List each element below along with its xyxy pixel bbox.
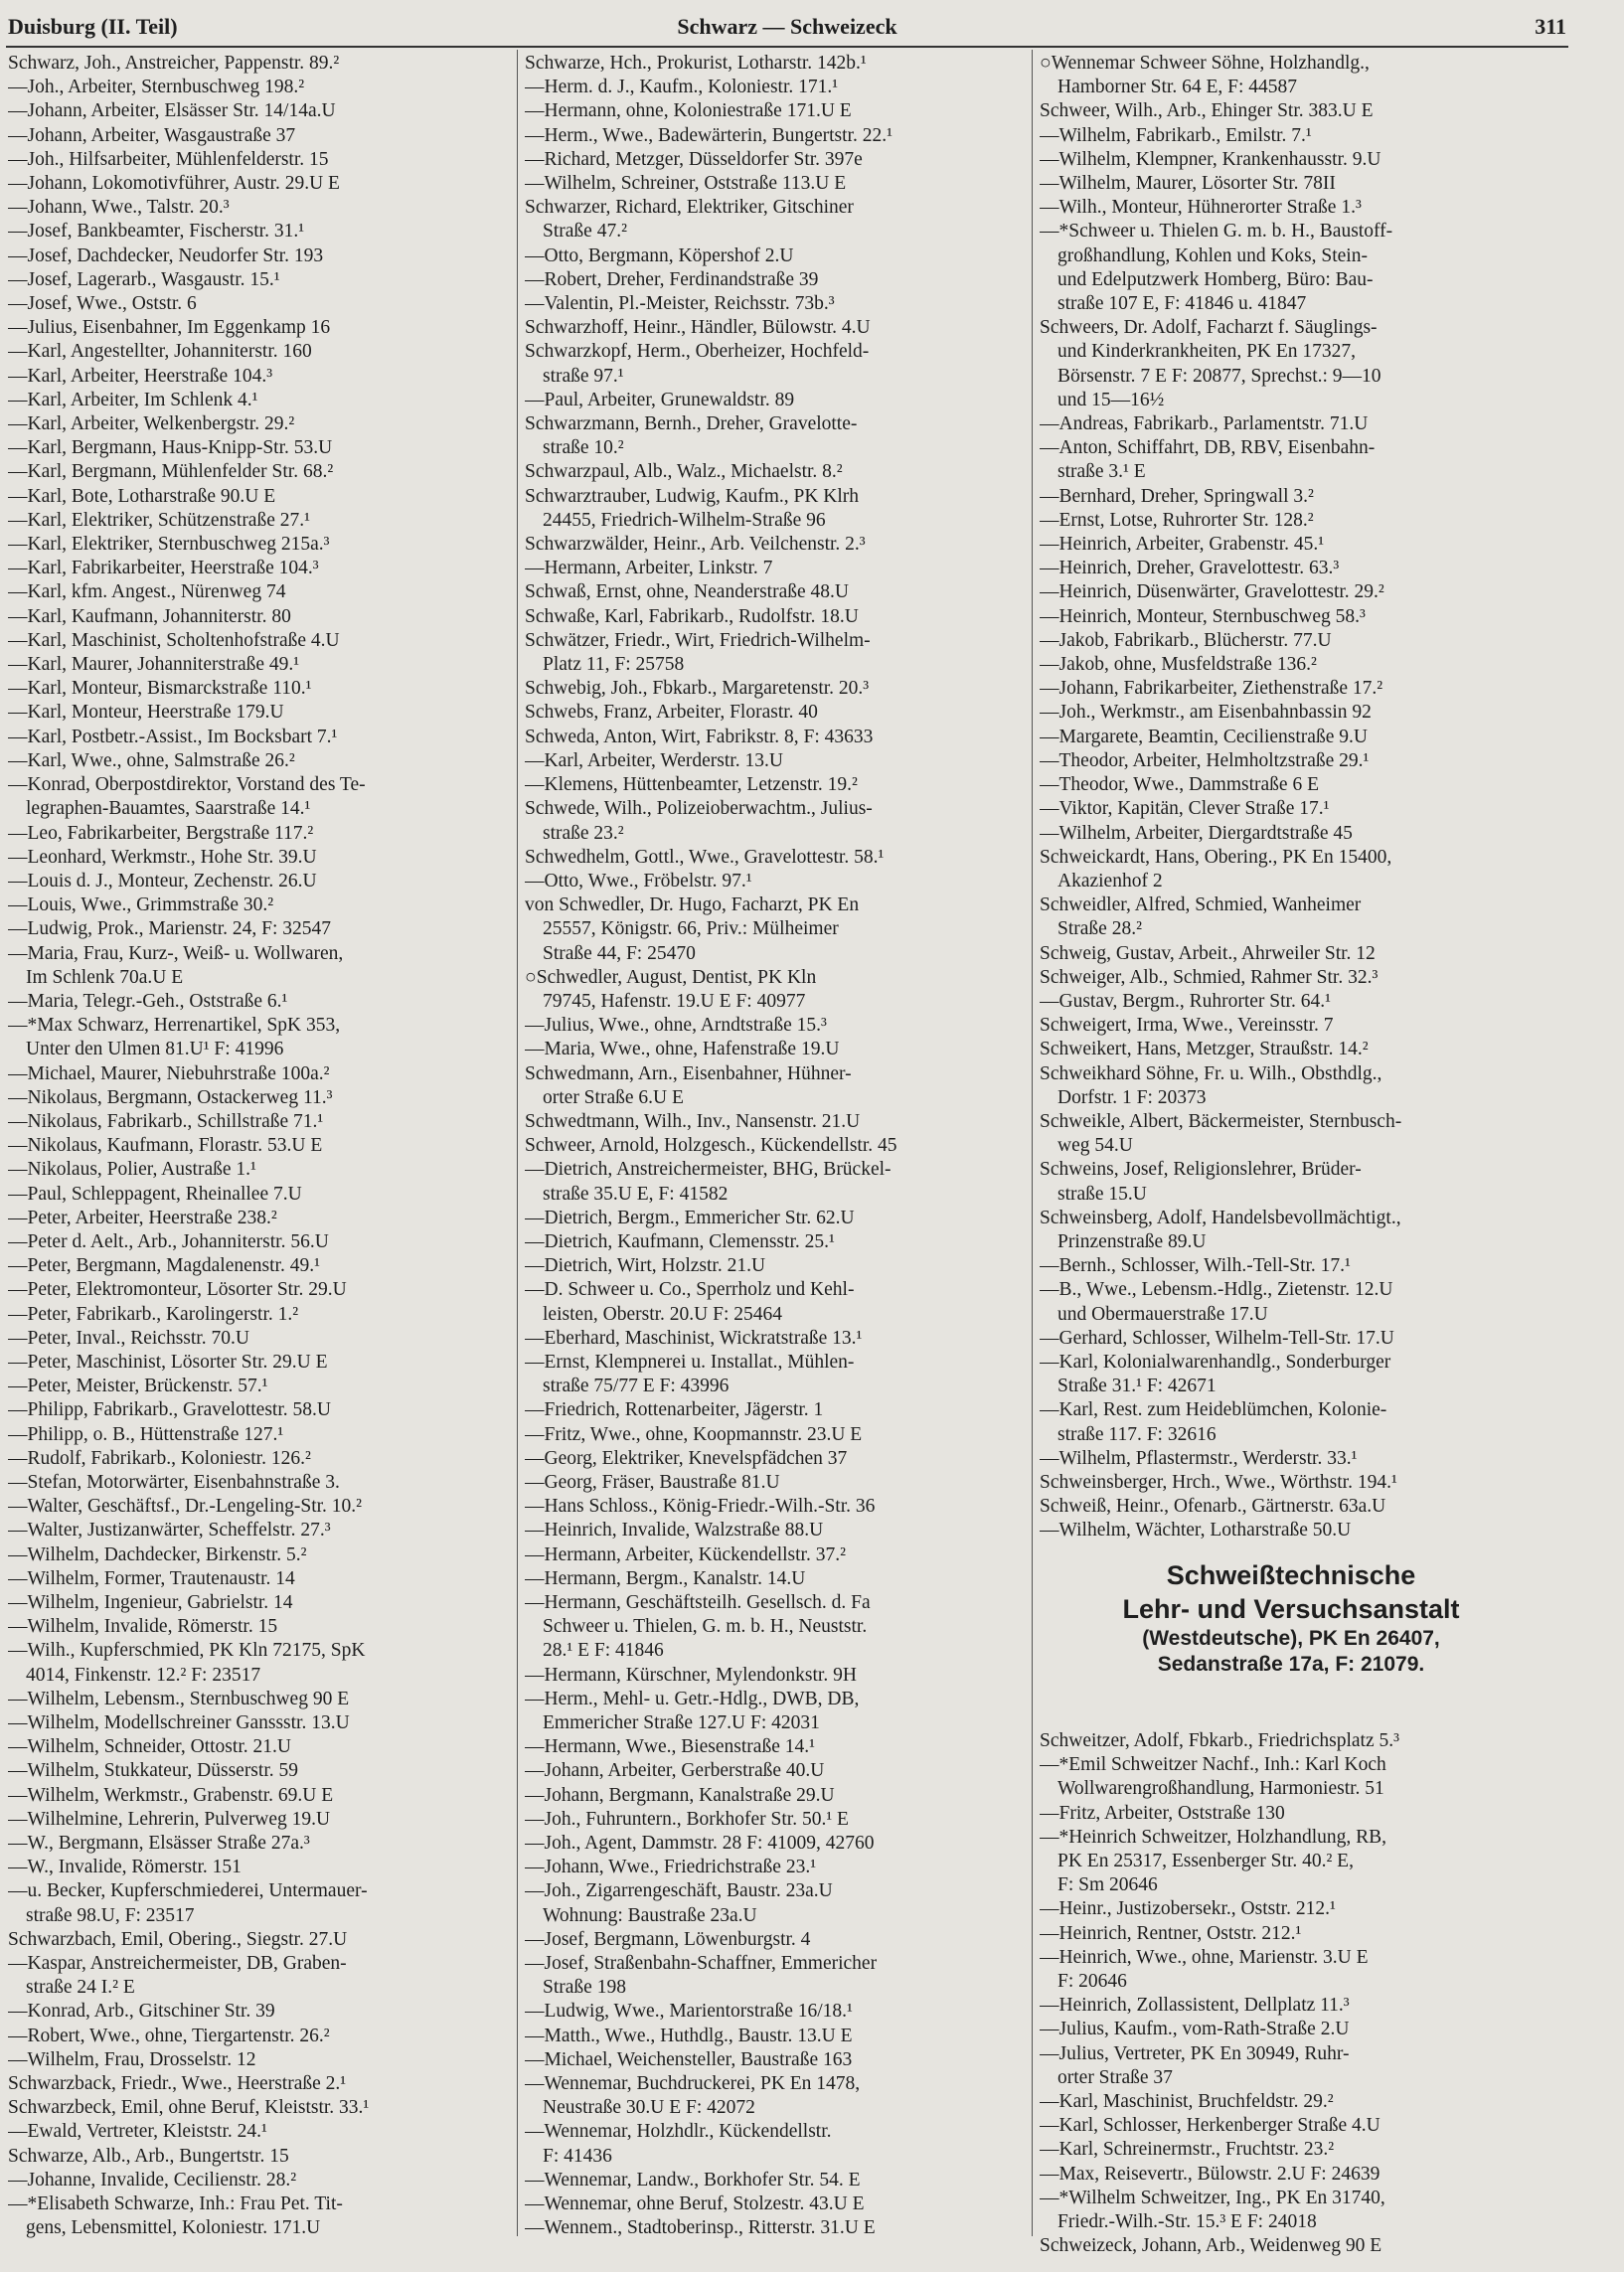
directory-entry: —W., Invalide, Römerstr. 151 xyxy=(8,1857,242,1878)
directory-entry: 79745, Hafenstr. 19.U E F: 40977 xyxy=(543,990,806,1012)
directory-entry: Straße 31.¹ F: 42671 xyxy=(1057,1376,1217,1397)
directory-entry: —Paul, Schleppagent, Rheinallee 7.U xyxy=(8,1183,302,1205)
directory-entry: —Dietrich, Bergm., Emmericher Str. 62.U xyxy=(525,1207,855,1228)
directory-entry: Schwedtmann, Wilh., Inv., Nansenstr. 21.U xyxy=(525,1110,861,1132)
directory-entry: Schwedhelm, Gottl., Wwe., Gravelottestr. 58.¹ xyxy=(525,846,885,868)
directory-entry: —Johann, Wwe., Friedrichstraße 23.¹ xyxy=(525,1857,817,1878)
directory-entry: Unter den Ulmen 81.U¹ F: 41996 xyxy=(26,1039,284,1060)
directory-entry: Schwebs, Franz, Arbeiter, Florastr. 40 xyxy=(525,702,818,724)
directory-entry: —Wilhelm, Schreiner, Oststraße 113.U E xyxy=(525,173,847,195)
directory-entry: —Johanne, Invalide, Cecilienstr. 28.² xyxy=(8,2169,297,2191)
directory-entry: —Andreas, Fabrikarb., Parlamentstr. 71.U xyxy=(1040,413,1369,435)
directory-entry: —Wilhelm, Schneider, Ottostr. 21.U xyxy=(8,1736,291,1758)
directory-entry: —Heinrich, Invalide, Walzstraße 88.U xyxy=(525,1520,824,1542)
directory-entry: Schweer, Wilh., Arb., Ehinger Str. 383.U E xyxy=(1040,100,1374,122)
directory-entry: —*Schweer u. Thielen G. m. b. H., Baustoff- xyxy=(1040,221,1393,243)
directory-entry: —B., Wwe., Lebensm.-Hdlg., Zietenstr. 12.U xyxy=(1040,1279,1393,1301)
directory-entry: —Heinrich, Monteur, Sternbuschweg 58.³ xyxy=(1040,605,1366,627)
directory-entry: Schwarze, Hch., Prokurist, Lotharstr. 142b.¹ xyxy=(525,53,867,74)
directory-entry: Schweinsberger, Hrch., Wwe., Wörthstr. 194.¹ xyxy=(1040,1471,1397,1493)
directory-entry: —Kaspar, Anstreichermeister, DB, Graben- xyxy=(8,1953,347,1975)
directory-entry: —Michael, Maurer, Niebuhrstraße 100a.² xyxy=(8,1062,330,1084)
directory-entry: —Julius, Vertreter, PK En 30949, Ruhr- xyxy=(1040,2042,1350,2064)
directory-entry: —Wilh., Monteur, Hühnerorter Straße 1.³ xyxy=(1040,197,1362,219)
directory-entry: —Julius, Wwe., ohne, Arndtstraße 15.³ xyxy=(525,1015,827,1037)
directory-entry: Schweikert, Hans, Metzger, Straußstr. 14.² xyxy=(1040,1039,1369,1060)
directory-entry: Schwarzwälder, Heinr., Arb. Veilchenstr. 2.³ xyxy=(525,534,866,556)
directory-entry: —Peter, Meister, Brückenstr. 57.¹ xyxy=(8,1376,268,1397)
directory-entry: —Wilhelm, Modellschreiner Ganssstr. 13.U xyxy=(8,1712,350,1734)
directory-entry: Friedr.-Wilh.-Str. 15.³ E F: 24018 xyxy=(1057,2211,1317,2233)
directory-entry: Schweikle, Albert, Bäckermeister, Sternbusch- xyxy=(1040,1110,1402,1132)
directory-entry: orter Straße 37 xyxy=(1057,2066,1173,2088)
directory-entry: Schwätzer, Friedr., Wirt, Friedrich-Wilhelm- xyxy=(525,629,871,651)
directory-entry: —Karl, Kolonialwarenhandlg., Sonderburger xyxy=(1040,1351,1391,1373)
directory-entry: Wohnung: Baustraße 23a.U xyxy=(543,1904,757,1926)
directory-entry: gens, Lebensmittel, Koloniestr. 171.U xyxy=(26,2217,321,2239)
directory-entry: —Hermann, Geschäftsteilh. Gesellsch. d. Fa xyxy=(525,1592,871,1613)
directory-entry: Schwede, Wilh., Polizeioberwachtm., Julius- xyxy=(525,798,873,820)
directory-entry: —*Emil Schweitzer Nachf., Inh.: Karl Koch xyxy=(1040,1754,1386,1776)
directory-entry: Schweins, Josef, Religionslehrer, Brüder- xyxy=(1040,1159,1362,1181)
directory-entry: —Heinrich, Düsenwärter, Gravelottestr. 29.² xyxy=(1040,581,1384,603)
directory-entry: und Kinderkrankheiten, PK En 17327, xyxy=(1057,341,1357,363)
ad-contact: (Westdeutsche), PK En 26407, xyxy=(1142,1627,1440,1650)
directory-entry: straße 107 E, F: 41846 u. 41847 xyxy=(1057,293,1307,315)
directory-entry: —Rudolf, Fabrikarb., Koloniestr. 126.² xyxy=(8,1447,311,1469)
directory-entry: Schweer, Arnold, Holzgesch., Kückendellstr. 45 xyxy=(525,1135,897,1157)
directory-entry: —Heinrich, Wwe., ohne, Marienstr. 3.U E xyxy=(1040,1946,1369,1968)
directory-entry: —Karl, Bote, Lotharstraße 90.U E xyxy=(8,485,276,507)
directory-entry: —Wilhelm, Dachdecker, Birkenstr. 5.² xyxy=(8,1543,307,1565)
directory-entry: —Konrad, Oberpostdirektor, Vorstand des Te- xyxy=(8,774,366,796)
directory-entry: —Hermann, ohne, Koloniestraße 171.U E xyxy=(525,100,852,122)
directory-entry: —Herm., Mehl- u. Getr.-Hdlg., DWB, DB, xyxy=(525,1688,860,1709)
directory-entry: —Karl, Arbeiter, Werderstr. 13.U xyxy=(525,749,783,771)
directory-entry: —Wilhelm, Klempner, Krankenhausstr. 9.U xyxy=(1040,148,1381,170)
directory-entry: —Friedrich, Rottenarbeiter, Jägerstr. 1 xyxy=(525,1399,824,1421)
directory-entry: —Johann, Fabrikarbeiter, Ziethenstraße 17.² xyxy=(1040,678,1383,700)
directory-entry: —Gustav, Bergm., Ruhrorter Str. 64.¹ xyxy=(1040,990,1331,1012)
directory-entry: —Maria, Frau, Kurz-, Weiß- u. Wollwaren, xyxy=(8,942,344,964)
directory-entry: —Karl, Arbeiter, Im Schlenk 4.¹ xyxy=(8,389,258,410)
directory-entry: —Wilhelm, Stukkateur, Düsserstr. 59 xyxy=(8,1760,298,1782)
directory-entry: Im Schlenk 70a.U E xyxy=(26,966,184,988)
directory-entry: straße 97.¹ xyxy=(543,365,624,387)
directory-entry: —Hermann, Kürschner, Mylendonkstr. 9H xyxy=(525,1664,857,1686)
directory-entry: —Nikolaus, Polier, Austraße 1.¹ xyxy=(8,1159,256,1181)
directory-entry: Schwarzbeck, Emil, ohne Beruf, Kleiststr. 33.¹ xyxy=(8,2097,370,2119)
directory-entry: —Wilhelmine, Lehrerin, Pulverweg 19.U xyxy=(8,1808,331,1830)
directory-entry: —Johann, Lokomotivführer, Austr. 29.U E xyxy=(8,173,340,195)
directory-entry: —Dietrich, Kaufmann, Clemensstr. 25.¹ xyxy=(525,1230,835,1252)
directory-entry: Schwarz, Joh., Anstreicher, Pappenstr. 89.² xyxy=(8,53,340,74)
directory-entry: —Peter, Arbeiter, Heerstraße 238.² xyxy=(8,1207,277,1228)
directory-entry: —Richard, Metzger, Düsseldorfer Str. 397e xyxy=(525,148,863,170)
directory-entry: —Wennemar, Landw., Borkhofer Str. 54. E xyxy=(525,2169,861,2191)
directory-entry: Dorfstr. 1 F: 20373 xyxy=(1057,1086,1207,1108)
directory-entry: —Johann, Bergmann, Kanalstraße 29.U xyxy=(525,1784,835,1806)
directory-entry: —Wilh., Kupferschmied, PK Kln 72175, SpK xyxy=(8,1640,366,1662)
directory-entry: —Walter, Geschäftsf., Dr.-Lengeling-Str. 10.² xyxy=(8,1496,363,1518)
ad-title: Schweißtechnische xyxy=(1166,1560,1416,1590)
directory-entry: —Karl, Elektriker, Schützenstraße 27.¹ xyxy=(8,509,310,531)
directory-entry: Schwarze, Alb., Arb., Bungertstr. 15 xyxy=(8,2145,289,2167)
directory-entry: leisten, Oberstr. 20.U F: 25464 xyxy=(543,1303,783,1325)
directory-entry: —Wilhelm, Wächter, Lotharstraße 50.U xyxy=(1040,1520,1352,1542)
directory-entry: —Leonhard, Werkmstr., Hohe Str. 39.U xyxy=(8,846,317,868)
directory-entry: Schweitzer, Adolf, Fbkarb., Friedrichsplatz 5.³ xyxy=(1040,1730,1399,1751)
directory-entry: —Karl, Maschinist, Scholtenhofstraße 4.U xyxy=(8,629,340,651)
directory-entry: ○Wennemar Schweer Söhne, Holzhandlg., xyxy=(1040,53,1370,74)
directory-entry: —Wilhelm, Maurer, Lösorter Str. 78II xyxy=(1040,173,1336,195)
directory-entry: Schwarzer, Richard, Elektriker, Gitschiner xyxy=(525,197,854,219)
directory-entry: Akazienhof 2 xyxy=(1057,870,1163,892)
directory-entry: —Wennem., Stadtoberinsp., Ritterstr. 31.U E xyxy=(525,2217,876,2239)
directory-entry: Hamborner Str. 64 E, F: 44587 xyxy=(1057,77,1298,98)
directory-entry: —Heinrich, Dreher, Gravelottestr. 63.³ xyxy=(1040,558,1340,579)
directory-entry: —Konrad, Arb., Gitschiner Str. 39 xyxy=(8,2001,275,2023)
directory-entry: —Valentin, Pl.-Meister, Reichsstr. 73b.³ xyxy=(525,293,835,315)
directory-entry: —Peter, Fabrikarb., Karolingerstr. 1.² xyxy=(8,1303,299,1325)
directory-entry: —Walter, Justizanwärter, Scheffelstr. 27.³ xyxy=(8,1520,331,1542)
directory-entry: —Karl, Maschinist, Bruchfeldstr. 29.² xyxy=(1040,2091,1334,2113)
directory-entry: und 15—16½ xyxy=(1057,389,1165,410)
directory-entry: —Josef, Straßenbahn-Schaffner, Emmericher xyxy=(525,1953,878,1975)
directory-entry: —Gerhard, Schlosser, Wilhelm-Tell-Str. 17.U xyxy=(1040,1327,1394,1349)
directory-entry: —Ludwig, Wwe., Marientorstraße 16/18.¹ xyxy=(525,2001,853,2023)
directory-entry: —Wilhelm, Arbeiter, Diergardtstraße 45 xyxy=(1040,822,1353,844)
directory-entry: Neustraße 30.U E F: 42072 xyxy=(543,2097,755,2119)
directory-entry: —Johann, Arbeiter, Elsässer Str. 14/14a.U xyxy=(8,100,336,122)
directory-entry: Schwaß, Ernst, ohne, Neanderstraße 48.U xyxy=(525,581,849,603)
directory-entry: Schweigert, Irma, Wwe., Vereinsstr. 7 xyxy=(1040,1015,1334,1037)
directory-entry: —Fritz, Arbeiter, Oststraße 130 xyxy=(1040,1802,1285,1824)
directory-entry: —Wilhelm, Ingenieur, Gabrielstr. 14 xyxy=(8,1592,293,1613)
directory-entry: —Peter, Maschinist, Lösorter Str. 29.U E xyxy=(8,1351,328,1373)
directory-entry: straße 3.¹ E xyxy=(1057,461,1146,483)
directory-entry: Emmericher Straße 127.U F: 42031 xyxy=(543,1712,820,1734)
directory-entry: —Peter, Bergmann, Magdalenenstr. 49.¹ xyxy=(8,1255,320,1277)
directory-entry: —Karl, Arbeiter, Heerstraße 104.³ xyxy=(8,365,273,387)
directory-entry: Schwarzback, Friedr., Wwe., Heerstraße 2.¹ xyxy=(8,2073,347,2095)
directory-entry: Schwarzmann, Bernh., Dreher, Gravelotte- xyxy=(525,413,858,435)
directory-entry: —Peter d. Aelt., Arb., Johanniterstr. 56.U xyxy=(8,1230,329,1252)
directory-entry: —Wilhelm, Lebensm., Sternbuschweg 90 E xyxy=(8,1688,350,1709)
directory-entry: legraphen-Bauamtes, Saarstraße 14.¹ xyxy=(26,798,311,820)
directory-entry: Schweers, Dr. Adolf, Facharzt f. Säuglings- xyxy=(1040,317,1378,339)
directory-entry: —Karl, Fabrikarbeiter, Heerstraße 104.³ xyxy=(8,558,319,579)
directory-entry: —Bernhard, Dreher, Springwall 3.² xyxy=(1040,485,1314,507)
directory-entry: Straße 198 xyxy=(543,1977,626,1999)
directory-entry: Straße 47.² xyxy=(543,221,627,243)
page-number: 311 xyxy=(1535,14,1566,39)
directory-entry: F: Sm 20646 xyxy=(1057,1874,1158,1896)
directory-column-3-lower xyxy=(1040,1729,1543,2258)
directory-entry: —Wilhelm, Pflastermstr., Werderstr. 33.¹ xyxy=(1040,1447,1358,1469)
directory-entry: —Karl, Monteur, Heerstraße 179.U xyxy=(8,702,284,724)
directory-entry: —Philipp, o. B., Hüttenstraße 127.¹ xyxy=(8,1423,284,1445)
directory-entry: —*Max Schwarz, Herrenartikel, SpK 353, xyxy=(8,1015,341,1037)
directory-entry: —Wennemar, Buchdruckerei, PK En 1478, xyxy=(525,2073,861,2095)
directory-entry: —Josef, Dachdecker, Neudorfer Str. 193 xyxy=(8,244,324,266)
directory-entry: —Wilhelm, Fabrikarb., Emilstr. 7.¹ xyxy=(1040,124,1312,146)
directory-entry: —Wilhelm, Invalide, Römerstr. 15 xyxy=(8,1616,278,1638)
directory-entry: —Otto, Wwe., Fröbelstr. 97.¹ xyxy=(525,870,752,892)
directory-entry: —Georg, Fräser, Baustraße 81.U xyxy=(525,1471,780,1493)
directory-entry: —Otto, Bergmann, Köpershof 2.U xyxy=(525,244,794,266)
directory-entry: —Karl, Monteur, Bismarckstraße 110.¹ xyxy=(8,678,312,700)
directory-entry: —Johann, Arbeiter, Gerberstraße 40.U xyxy=(525,1760,825,1782)
directory-entry: —Karl, Angestellter, Johanniterstr. 160 xyxy=(8,341,312,363)
column-divider xyxy=(1032,50,1033,2236)
directory-entry: —Karl, Postbetr.-Assist., Im Bocksbart 7.¹ xyxy=(8,726,338,747)
directory-entry: —Peter, Inval., Reichsstr. 70.U xyxy=(8,1327,249,1349)
directory-entry: —W., Bergmann, Elsässer Straße 27a.³ xyxy=(8,1833,310,1855)
directory-entry: —Karl, Wwe., ohne, Salmstraße 26.² xyxy=(8,749,295,771)
directory-entry: —Ludwig, Prok., Marienstr. 24, F: 32547 xyxy=(8,918,331,940)
directory-entry: —Josef, Lagerarb., Wasgaustr. 15.¹ xyxy=(8,268,280,290)
directory-entry: —Wilhelm, Former, Trautenaustr. 14 xyxy=(8,1567,295,1589)
directory-column-3-upper xyxy=(1040,52,1543,1543)
directory-entry: Börsenstr. 7 E F: 20877, Sprechst.: 9—10 xyxy=(1057,365,1381,387)
directory-column-2 xyxy=(525,52,1028,2240)
directory-entry: straße 35.U E, F: 41582 xyxy=(543,1183,729,1205)
directory-entry: —Julius, Kaufm., vom-Rath-Straße 2.U xyxy=(1040,2019,1350,2040)
directory-entry: —Wilhelm, Werkmstr., Grabenstr. 69.U E xyxy=(8,1784,334,1806)
directory-entry: —Hermann, Arbeiter, Kückendellstr. 37.² xyxy=(525,1543,846,1565)
directory-entry: Schwarzbach, Emil, Obering., Siegstr. 27.U xyxy=(8,1928,348,1950)
directory-entry: —Robert, Dreher, Ferdinandstraße 39 xyxy=(525,268,819,290)
page-header xyxy=(8,14,1566,44)
directory-entry: Schwarzhoff, Heinr., Händler, Bülowstr. 4.U xyxy=(525,317,871,339)
directory-entry: —*Heinrich Schweitzer, Holzhandlung, RB, xyxy=(1040,1826,1387,1848)
directory-entry: —Anton, Schiffahrt, DB, RBV, Eisenbahn- xyxy=(1040,437,1376,459)
directory-entry: Straße 28.² xyxy=(1057,918,1142,940)
directory-entry: 25557, Königstr. 66, Priv.: Mülheimer xyxy=(543,918,839,940)
directory-entry: —Heinrich, Zollassistent, Dellplatz 11.³ xyxy=(1040,1995,1350,2017)
directory-entry: und Obermauerstraße 17.U xyxy=(1057,1303,1268,1325)
directory-entry: Schwarztrauber, Ludwig, Kaufm., PK Klrh xyxy=(525,485,860,507)
directory-entry: —Louis, Wwe., Grimmstraße 30.² xyxy=(8,894,274,916)
running-head-city: Duisburg (II. Teil) xyxy=(8,14,178,39)
directory-entry: —Johann, Arbeiter, Wasgaustraße 37 xyxy=(8,124,296,146)
directory-entry: —Jakob, ohne, Musfeldstraße 136.² xyxy=(1040,654,1317,676)
directory-entry: —Heinrich, Arbeiter, Grabenstr. 45.¹ xyxy=(1040,534,1325,556)
directory-entry: Straße 44, F: 25470 xyxy=(543,942,696,964)
column-divider xyxy=(517,50,518,2236)
directory-entry: —Theodor, Arbeiter, Helmholtzstraße 29.¹ xyxy=(1040,749,1370,771)
directory-entry: —Jakob, Fabrikarb., Blücherstr. 77.U xyxy=(1040,629,1332,651)
directory-entry: straße 23.² xyxy=(543,822,624,844)
directory-entry: —Bernh., Schlosser, Wilh.-Tell-Str. 17.¹ xyxy=(1040,1255,1351,1277)
directory-entry: —Karl, Kaufmann, Johanniterstr. 80 xyxy=(8,605,291,627)
directory-entry: 28.¹ E F: 41846 xyxy=(543,1640,664,1662)
directory-entry: —Ernst, Klempnerei u. Installat., Mühlen- xyxy=(525,1351,855,1373)
directory-entry: —*Wilhelm Schweitzer, Ing., PK En 31740, xyxy=(1040,2187,1385,2208)
directory-entry: —*Elisabeth Schwarze, Inh.: Frau Pet. Tit- xyxy=(8,2193,343,2215)
directory-entry: —Peter, Elektromonteur, Lösorter Str. 29.U xyxy=(8,1279,347,1301)
directory-entry: —Karl, Bergmann, Haus-Knipp-Str. 53.U xyxy=(8,437,333,459)
directory-entry: großhandlung, Kohlen und Koks, Stein- xyxy=(1057,244,1368,266)
directory-entry: —Karl, Rest. zum Heideblümchen, Kolonie- xyxy=(1040,1399,1387,1421)
directory-entry: —Heinr., Justizobersekr., Oststr. 212.¹ xyxy=(1040,1898,1336,1920)
directory-entry: F: 20646 xyxy=(1057,1971,1127,1993)
directory-entry: —Hermann, Wwe., Biesenstraße 14.¹ xyxy=(525,1736,815,1758)
directory-entry: Schweer u. Thielen, G. m. b. H., Neuststr. xyxy=(543,1616,868,1638)
directory-entry: Schwedmann, Arn., Eisenbahner, Hühner- xyxy=(525,1062,852,1084)
directory-entry: weg 54.U xyxy=(1057,1135,1133,1157)
directory-entry: —Karl, kfm. Angest., Nürenweg 74 xyxy=(8,581,286,603)
directory-entry: Wollwarengroßhandlung, Harmoniestr. 51 xyxy=(1057,1778,1384,1800)
directory-entry: —Karl, Schlosser, Herkenberger Straße 4.U xyxy=(1040,2115,1380,2137)
directory-entry: —Joh., Fuhruntern., Borkhofer Str. 50.¹ E xyxy=(525,1808,849,1830)
directory-entry: —Louis d. J., Monteur, Zechenstr. 26.U xyxy=(8,870,317,892)
directory-entry: —Karl, Maurer, Johanniterstraße 49.¹ xyxy=(8,654,300,676)
directory-entry: —Margarete, Beamtin, Cecilienstraße 9.U xyxy=(1040,726,1368,747)
directory-entry: Platz 11, F: 25758 xyxy=(543,654,685,676)
directory-entry: —Paul, Arbeiter, Grunewaldstr. 89 xyxy=(525,389,795,410)
directory-entry: —Herm., Wwe., Badewärterin, Bungertstr. 22.¹ xyxy=(525,124,893,146)
directory-entry: PK En 25317, Essenberger Str. 40.² E, xyxy=(1057,1851,1354,1872)
directory-entry: straße 117. F: 32616 xyxy=(1057,1423,1217,1445)
directory-entry: Schweig, Gustav, Arbeit., Ahrweiler Str. 12 xyxy=(1040,942,1376,964)
directory-entry: F: 41436 xyxy=(543,2145,612,2167)
directory-entry: Schwaße, Karl, Fabrikarb., Rudolfstr. 18.U xyxy=(525,605,859,627)
directory-entry: —Karl, Bergmann, Mühlenfelder Str. 68.² xyxy=(8,461,334,483)
directory-entry: Schweiger, Alb., Schmied, Rahmer Str. 32.³ xyxy=(1040,966,1379,988)
directory-entry: —Nikolaus, Fabrikarb., Schillstraße 71.¹ xyxy=(8,1110,324,1132)
directory-entry: —Philipp, Fabrikarb., Gravelottestr. 58.U xyxy=(8,1399,331,1421)
directory-entry: Schweiß, Heinr., Ofenarb., Gärtnerstr. 63a.U xyxy=(1040,1496,1386,1518)
directory-entry: —Maria, Telegr.-Geh., Oststraße 6.¹ xyxy=(8,990,288,1012)
directory-entry: straße 15.U xyxy=(1057,1183,1147,1205)
directory-entry: straße 75/77 E F: 43996 xyxy=(543,1376,730,1397)
directory-entry: —Dietrich, Wirt, Holzstr. 21.U xyxy=(525,1255,766,1277)
directory-entry: —Joh., Zigarrengeschäft, Baustr. 23a.U xyxy=(525,1880,833,1902)
directory-entry: —Maria, Wwe., ohne, Hafenstraße 19.U xyxy=(525,1039,840,1060)
directory-entry: —Wilhelm, Frau, Drosselstr. 12 xyxy=(8,2048,256,2070)
directory-entry: —Nikolaus, Bergmann, Ostackerweg 11.³ xyxy=(8,1086,333,1108)
directory-entry: —Ernst, Lotse, Ruhrorter Str. 128.² xyxy=(1040,509,1314,531)
running-head-range: Schwarz — Schweizeck xyxy=(677,14,897,39)
directory-entry: —Matth., Wwe., Huthdlg., Baustr. 13.U E xyxy=(525,2025,853,2046)
directory-entry: —Max, Reisevertr., Bülowstr. 2.U F: 24639 xyxy=(1040,2163,1380,2185)
directory-entry: straße 10.² xyxy=(543,437,624,459)
directory-entry: —Michael, Weichensteller, Baustraße 163 xyxy=(525,2048,853,2070)
advertisement-block xyxy=(1040,1558,1543,1678)
directory-entry: —Hermann, Bergm., Kanalstr. 14.U xyxy=(525,1567,806,1589)
directory-entry: —Hans Schloss., König-Friedr.-Wilh.-Str. 36 xyxy=(525,1496,876,1518)
directory-entry: —Nikolaus, Kaufmann, Florastr. 53.U E xyxy=(8,1135,323,1157)
directory-entry: Prinzenstraße 89.U xyxy=(1057,1230,1207,1252)
directory-entry: —Eberhard, Maschinist, Wickratstraße 13.¹ xyxy=(525,1327,863,1349)
directory-entry: Schweizeck, Johann, Arb., Weidenweg 90 E xyxy=(1040,2235,1382,2257)
directory-entry: —Heinrich, Rentner, Oststr. 212.¹ xyxy=(1040,1922,1302,1944)
directory-entry: —Hermann, Arbeiter, Linkstr. 7 xyxy=(525,558,773,579)
directory-entry: Schweinsberg, Adolf, Handelsbevollmächtigt., xyxy=(1040,1207,1401,1228)
directory-column-1 xyxy=(8,52,511,2240)
directory-entry: —Julius, Eisenbahner, Im Eggenkamp 16 xyxy=(8,317,331,339)
directory-entry: straße 24 I.² E xyxy=(26,1977,135,1999)
directory-entry: Schweda, Anton, Wirt, Fabrikstr. 8, F: 43633 xyxy=(525,726,874,747)
ad-address: Sedanstraße 17a, F: 21079. xyxy=(1157,1653,1425,1676)
directory-entry: —Karl, Schreinermstr., Fruchtstr. 23.² xyxy=(1040,2139,1335,2161)
directory-entry: —Fritz, Wwe., ohne, Koopmannstr. 23.U E xyxy=(525,1423,863,1445)
directory-entry: —Wennemar, Holzhdlr., Kückendellstr. xyxy=(525,2121,832,2143)
directory-entry: —Klemens, Hüttenbeamter, Letzenstr. 19.² xyxy=(525,774,858,796)
directory-entry: —Josef, Bergmann, Löwenburgstr. 4 xyxy=(525,1928,811,1950)
ad-subtitle: Lehr- und Versuchsanstalt xyxy=(1122,1594,1460,1624)
directory-entry: 24455, Friedrich-Wilhelm-Straße 96 xyxy=(543,509,826,531)
directory-entry: Schwarzkopf, Herm., Oberheizer, Hochfeld- xyxy=(525,341,870,363)
directory-entry: —Georg, Elektriker, Knevelspfädchen 37 xyxy=(525,1447,848,1469)
directory-entry: Schweidler, Alfred, Schmied, Wanheimer xyxy=(1040,894,1362,916)
directory-entry: —Leo, Fabrikarbeiter, Bergstraße 117.² xyxy=(8,822,314,844)
directory-entry: —Joh., Hilfsarbeiter, Mühlenfelderstr. 15 xyxy=(8,148,329,170)
directory-entry: —Johann, Wwe., Talstr. 20.³ xyxy=(8,197,230,219)
directory-entry: straße 98.U, F: 23517 xyxy=(26,1904,195,1926)
directory-entry: Schwarzpaul, Alb., Walz., Michaelstr. 8.² xyxy=(525,461,843,483)
directory-entry: —Joh., Werkmstr., am Eisenbahnbassin 92 xyxy=(1040,702,1372,724)
directory-entry: —Dietrich, Anstreichermeister, BHG, Brückel- xyxy=(525,1159,892,1181)
directory-entry: —Karl, Elektriker, Sternbuschweg 215a.³ xyxy=(8,534,330,556)
directory-entry: —Josef, Bankbeamter, Fischerstr. 31.¹ xyxy=(8,221,305,243)
directory-entry: —D. Schweer u. Co., Sperrholz und Kehl- xyxy=(525,1279,855,1301)
directory-entry: —Herm. d. J., Kaufm., Koloniestr. 171.¹ xyxy=(525,77,839,98)
directory-entry: Schweickardt, Hans, Obering., PK En 15400, xyxy=(1040,846,1392,868)
directory-entry: —Joh., Arbeiter, Sternbuschweg 198.² xyxy=(8,77,305,98)
directory-entry: —Robert, Wwe., ohne, Tiergartenstr. 26.² xyxy=(8,2025,330,2046)
directory-entry: —Ewald, Vertreter, Kleiststr. 24.¹ xyxy=(8,2121,267,2143)
directory-entry: und Edelputzwerk Homberg, Büro: Bau- xyxy=(1057,268,1374,290)
directory-entry: —Viktor, Kapitän, Clever Straße 17.¹ xyxy=(1040,798,1330,820)
directory-entry: —u. Becker, Kupferschmiederei, Untermauer- xyxy=(8,1880,368,1902)
directory-entry: ○Schwedler, August, Dentist, PK Kln xyxy=(525,966,817,988)
header-rule xyxy=(6,46,1568,48)
directory-entry: von Schwedler, Dr. Hugo, Facharzt, PK En xyxy=(525,894,860,916)
directory-entry: Schweikhard Söhne, Fr. u. Wilh., Obsthdlg., xyxy=(1040,1062,1382,1084)
directory-entry: —Joh., Agent, Dammstr. 28 F: 41009, 42760 xyxy=(525,1833,875,1855)
directory-entry: Schwebig, Joh., Fbkarb., Margaretenstr. 20.³ xyxy=(525,678,870,700)
directory-entry: —Wennemar, ohne Beruf, Stolzestr. 43.U E xyxy=(525,2193,865,2215)
directory-entry: 4014, Finkenstr. 12.² F: 23517 xyxy=(26,1664,261,1686)
directory-entry: —Stefan, Motorwärter, Eisenbahnstraße 3. xyxy=(8,1471,340,1493)
directory-entry: orter Straße 6.U E xyxy=(543,1086,684,1108)
directory-entry: —Karl, Arbeiter, Welkenbergstr. 29.² xyxy=(8,413,295,435)
directory-entry: —Theodor, Wwe., Dammstraße 6 E xyxy=(1040,774,1319,796)
directory-entry: —Josef, Wwe., Oststr. 6 xyxy=(8,293,197,315)
